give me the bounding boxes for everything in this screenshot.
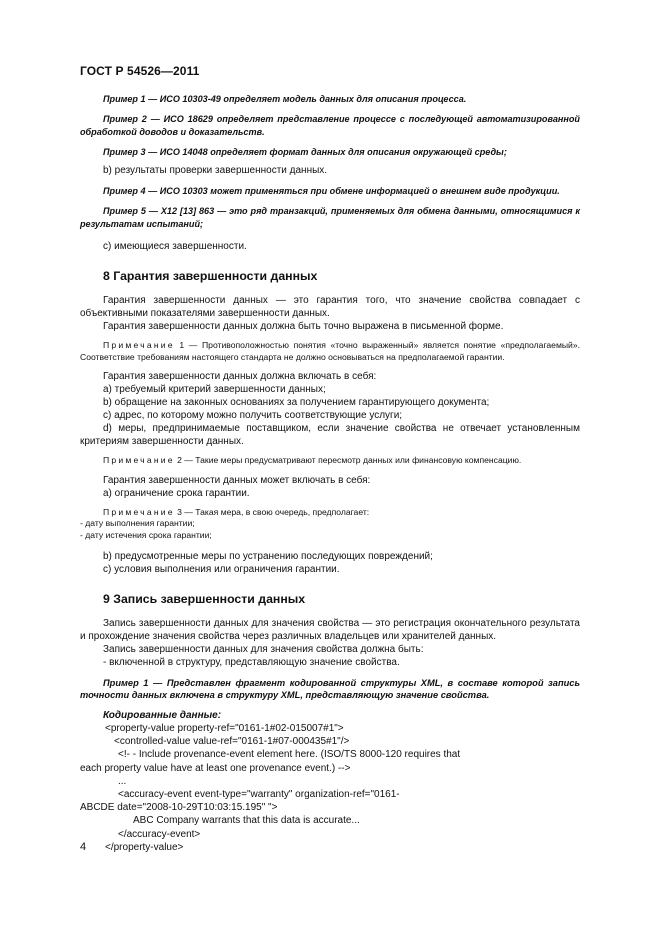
section-8-paragraph-4: Гарантия завершенности данных может включать в себя: bbox=[103, 474, 371, 486]
page-number: 4 bbox=[80, 841, 87, 853]
code-line: ABC Company warrants that this data is accurate... bbox=[133, 815, 360, 827]
list-item: b) предусмотренные меры по устранению последующих повреждений; bbox=[103, 551, 433, 563]
list-item: a) ограничение срока гарантии. bbox=[103, 487, 250, 499]
note-text: 3 — Такая мера, в свою очередь, предполагает: bbox=[174, 506, 370, 517]
code-line: </property-value> bbox=[105, 841, 184, 853]
example-xml: Пример 1 — Представлен фрагмент кодированной структуры XML, в составе которой запись точности данных включена в структуру XML, представляющую значение свойства. bbox=[80, 678, 580, 701]
section-9-heading: 9 Запись завершенности данных bbox=[103, 592, 306, 607]
note-label: Примечание bbox=[103, 455, 175, 466]
code-line: <controlled-value value-ref="0161-1#07-000435#1"/> bbox=[114, 736, 350, 748]
section-9-paragraph-2: Запись завершенности данных для значения свойства должна быть: bbox=[103, 644, 424, 656]
section-8-paragraph-3: Гарантия завершенности данных должна включать в себя: bbox=[103, 371, 377, 383]
note-label: Примечание bbox=[103, 506, 175, 517]
section-8-paragraph-2: Гарантия завершенности данных должна быть точно выражена в письменной форме. bbox=[103, 321, 504, 333]
code-line: ABCDE date="2008-10-29T10:03:15.195" "> bbox=[80, 802, 278, 814]
list-item-c: c) имеющиеся завершенности. bbox=[103, 241, 247, 253]
code-line: <!- - Include provenance-event element here. (ISO/TS 8000-120 requires that bbox=[118, 749, 461, 761]
list-item: c) адрес, по которому можно получить соответствующие услуги; bbox=[103, 410, 403, 422]
note-2 bbox=[80, 455, 580, 467]
example-4: Пример 4 — ИСО 10303 может применяться при обмене информацией о внешнем виде продукции. bbox=[103, 186, 560, 197]
code-line: each property value have at least one provenance event.) --> bbox=[80, 762, 351, 774]
document-body bbox=[80, 93, 580, 854]
note-label: Примечание bbox=[103, 340, 175, 351]
code-line: </accuracy-event> bbox=[118, 828, 201, 840]
list-item: b) обращение на законных основаниях за получением гарантирующего документа; bbox=[103, 397, 490, 409]
section-8-paragraph-1: Гарантия завершенности данных — это гарантия того, что значение свойства совпадает с объективными показателями завершенности данных. bbox=[80, 295, 580, 320]
note-1 bbox=[80, 340, 580, 363]
list-item: - включенной в структуру, представляющую значение свойства. bbox=[103, 657, 400, 669]
note-text: 1 — Противоположностью понятия «точно выраженный» является понятие «предполагаемый». Соответствие требованиям настоящего стандарта не должно основываться на предполагаемой гарантии. bbox=[80, 340, 580, 362]
code-line: <property-value property-ref="0161-1#02-015007#1"> bbox=[105, 722, 344, 734]
note-3-line: - дату истечения срока гарантии; bbox=[80, 529, 212, 540]
document-header: ГОСТ Р 54526—2011 bbox=[80, 64, 200, 78]
section-8-heading: 8 Гарантия завершенности данных bbox=[103, 269, 318, 284]
list-item-b: b) результаты проверки завершенности данных. bbox=[103, 165, 328, 177]
code-line: ... bbox=[118, 775, 127, 787]
note-text: 2 — Такие меры предусматривают пересмотр данных или финансовую компенсацию. bbox=[174, 455, 522, 466]
code-label: Кодированные данные: bbox=[103, 709, 222, 721]
code-line: <accuracy-event event-type="warranty" organization-ref="0161- bbox=[118, 788, 400, 800]
code-block bbox=[80, 710, 580, 854]
example-2: Пример 2 — ИСО 18629 определяет представление процессе с последующей автоматизированной обработкой доводов и доказательств. bbox=[80, 114, 580, 137]
list-item: c) условия выполнения или ограничения гарантии. bbox=[103, 564, 340, 576]
example-5: Пример 5 — X12 [13] 863 — это ряд транзакций, применяемых для обмена данными, относящимися к результатам испытаний; bbox=[80, 206, 580, 229]
example-3: Пример 3 — ИСО 14048 определяет формат данных для описания окружающей среды; bbox=[103, 146, 507, 157]
note-3-line: - дату выполнения гарантии; bbox=[80, 518, 195, 529]
section-9-paragraph-1: Запись завершенности данных для значения свойства — это регистрация окончательного результата и прохождение значения свойства через различных владельцев или хранителей данных. bbox=[80, 618, 580, 643]
list-item: d) меры, предпринимаемые поставщиком, если значение свойства не отвечает установленным критериям завершенности данных. bbox=[80, 423, 580, 448]
list-item: a) требуемый критерий завершенности данных; bbox=[103, 384, 326, 396]
example-1: Пример 1 — ИСО 10303-49 определяет модель данных для описания процесса. bbox=[103, 94, 467, 104]
note-3 bbox=[80, 507, 580, 519]
